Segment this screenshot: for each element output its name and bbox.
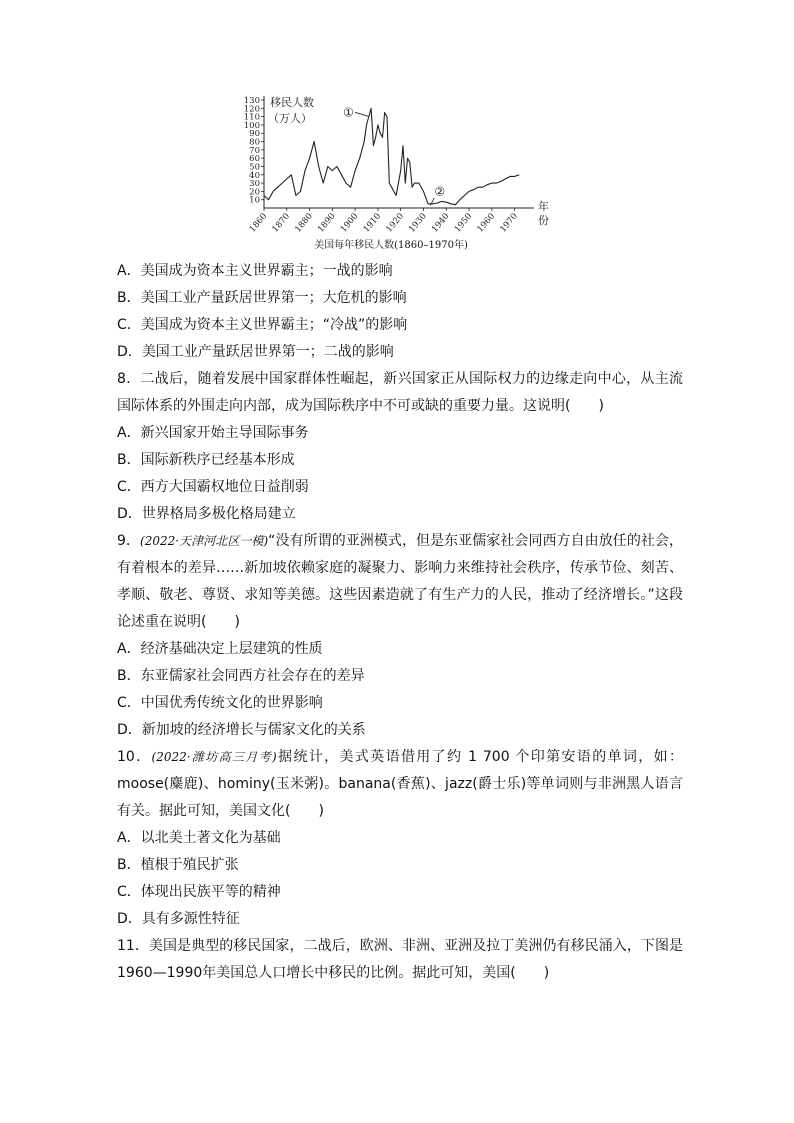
q7-option-a[interactable]: A．美国成为资本主义世界霸主；一战的影响 — [117, 263, 393, 279]
x-axis-label: 年 — [538, 200, 549, 213]
q8-option-a[interactable]: A．新兴国家开始主导国际事务 — [117, 425, 309, 441]
q8-option-c[interactable]: C．西方大国霸权地位日益削弱 — [117, 479, 309, 495]
y-axis-unit: （万人） — [268, 112, 312, 125]
y-tick-label: 100 — [243, 120, 260, 131]
x-tick-label: 1900 — [338, 211, 361, 235]
q9-option-b[interactable]: B．东亚儒家社会同西方社会存在的差异 — [117, 668, 365, 684]
q10-option-d[interactable]: D．具有多源性特征 — [117, 911, 240, 927]
questions-content — [117, 258, 683, 987]
y-tick-label: 20 — [249, 187, 260, 198]
q11-stem: 11．美国是典型的移民国家，二战后，欧洲、非洲、亚洲及拉丁美洲仍有移民涌入，下图是1960—1990年美国总人口增长中移民的比例。据此可知，美国( ) — [117, 938, 683, 981]
y-axis-label: 移民人数 — [270, 96, 314, 109]
annotation-leader-1 — [355, 112, 368, 116]
q9-option-c[interactable]: C．中国优秀传统文化的世界影响 — [117, 695, 323, 711]
y-tick-label: 120 — [243, 104, 260, 115]
q9-option-a[interactable]: A．经济基础决定上层建筑的性质 — [117, 641, 323, 657]
x-tick-label: 1940 — [429, 211, 452, 235]
y-tick-label: 10 — [249, 195, 260, 206]
q9-number: 9． — [117, 533, 141, 549]
immigration-chart — [236, 90, 556, 258]
q10-number: 10． — [117, 749, 152, 765]
q7-option-c[interactable]: C．美国成为资本主义世界霸主；“冷战”的影响 — [117, 317, 408, 333]
y-tick-label: 80 — [249, 137, 260, 148]
annotation-label-1: ① — [343, 105, 354, 120]
q7-option-b[interactable]: B．美国工业产量跃居世界第一；大危机的影响 — [117, 290, 407, 306]
q10-text: 据统计，美式英语借用了约 1 700 个印第安语的单词，如：moose(麋鹿)、hominy(玉米粥)。banana(香蕉)、jazz(爵士乐)等单词则与非洲黑人语言有关。据此可知，美国文化( ) — [117, 749, 683, 819]
y-tick-label: 60 — [249, 154, 260, 165]
x-tick-label: 1890 — [316, 211, 338, 235]
q7-option-d[interactable]: D．美国工业产量跃居世界第一；二战的影响 — [117, 344, 394, 360]
y-tick-label: 110 — [243, 112, 260, 123]
q8-stem: 8．二战后，随着发展中国家群体性崛起，新兴国家正从国际权力的边缘走向中心，从主流国际体系的外围走向内部，成为国际秩序中不可或缺的重要力量。这说明( ) — [117, 371, 683, 414]
y-tick-label: 50 — [249, 162, 260, 173]
q10-stem — [117, 744, 683, 825]
q10-option-b[interactable]: B．植根于殖民扩张 — [117, 857, 239, 873]
x-tick-label: 1910 — [361, 211, 384, 235]
y-tick-label: 90 — [249, 129, 260, 140]
x-tick-label: 1950 — [452, 211, 475, 235]
x-tick-label: 1960 — [475, 211, 498, 235]
q8-option-d[interactable]: D．世界格局多极化格局建立 — [117, 506, 296, 522]
x-axis-label-2: 份 — [538, 214, 549, 227]
q10-source: (2022·潍坊高三月考) — [151, 750, 277, 764]
q9-stem — [117, 528, 683, 636]
q8-option-b[interactable]: B．国际新秩序已经基本形成 — [117, 452, 295, 468]
y-tick-label: 130 — [243, 96, 260, 106]
q9-text: “没有所谓的亚洲模式，但是东亚儒家社会同西方自由放任的社会，有着根本的差异……新加坡依赖家庭的凝聚力、影响力来维持社会秩序，传承节俭、刻苦、孝顺、敬老、尊贤、求知等美德。这些因素造就了有生产力的人民，推动了经济增长。”这段论述重在说明( ) — [117, 533, 683, 630]
x-tick-label: 1920 — [384, 211, 406, 235]
chart-caption: 美国每年移民人数(1860–1970年) — [314, 240, 468, 251]
annotation-leader-2 — [430, 198, 434, 206]
y-tick-label: 30 — [249, 179, 260, 190]
q9-source: (2022·天津河北区一模) — [140, 534, 269, 548]
x-tick-label: 1860 — [247, 211, 270, 235]
y-tick-label: 70 — [249, 145, 260, 156]
q9-option-d[interactable]: D．新加坡的经济增长与儒家文化的关系 — [117, 722, 366, 738]
annotation-label-2: ② — [434, 184, 446, 199]
x-tick-label: 1880 — [293, 211, 315, 235]
x-tick-label: 1870 — [270, 211, 293, 235]
immigration-line-chart — [236, 90, 556, 240]
x-tick-label: 1970 — [498, 211, 520, 235]
y-tick-label: 40 — [249, 170, 260, 181]
q10-option-c[interactable]: C．体现出民族平等的精神 — [117, 884, 281, 900]
x-tick-label: 1930 — [407, 211, 429, 235]
q10-option-a[interactable]: A．以北美土著文化为基础 — [117, 830, 281, 846]
